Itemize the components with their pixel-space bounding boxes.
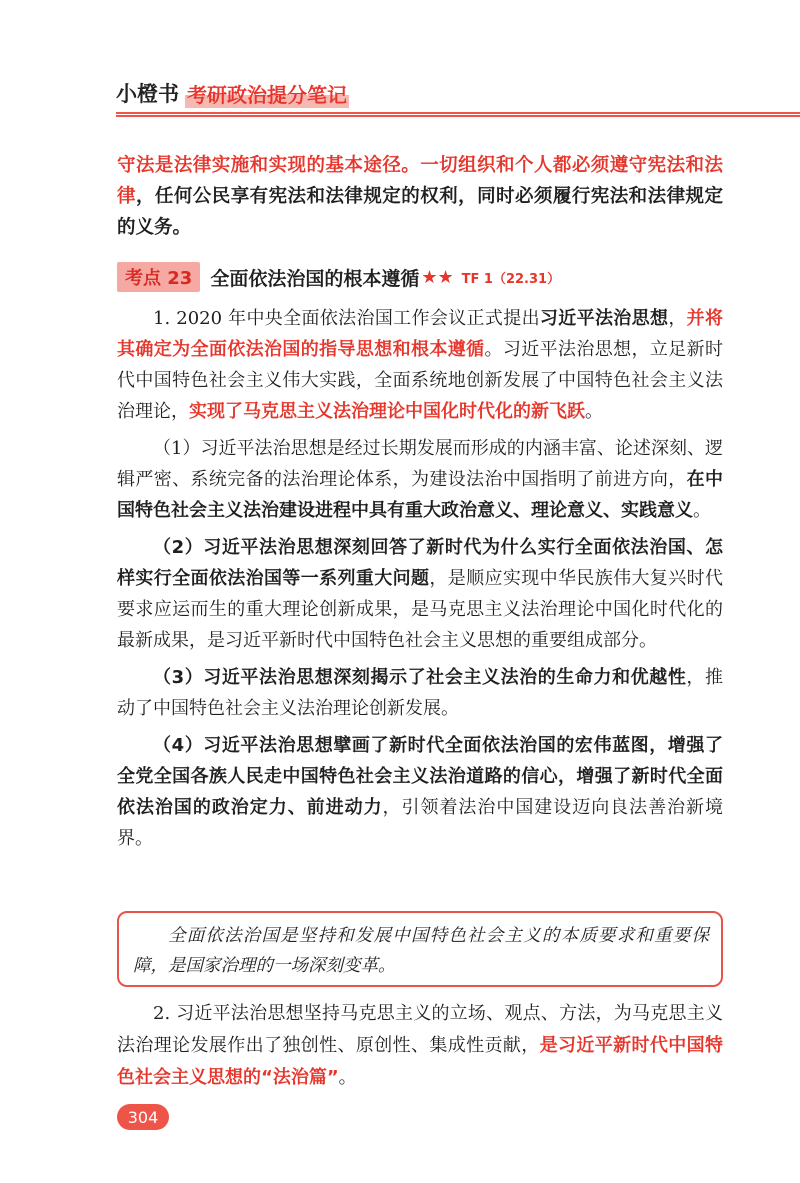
importance-stars-icon: ★★	[421, 266, 454, 288]
paragraph-1	[117, 303, 723, 427]
p5-text-b: ，引领着法治中国建设迈向良法善治新境界。	[117, 797, 723, 849]
p1-highlight-1: 并将其确定为全面依法治国的指导思想和根本遵循	[117, 308, 723, 360]
intro-paragraph	[117, 150, 723, 243]
note-box: 全面依法治国是坚持和发展中国特色社会主义的本质要求和重要保障，是国家治理的一场深刻变革。	[117, 911, 723, 987]
p1-highlight-2: 实现了马克思主义法治理论中国化时代化的新飞跃	[189, 401, 585, 422]
p1-text-c: ，	[668, 308, 687, 329]
p1-text-e: 。习近平法治思想，立足新时代中国特色社会主义伟大实践，全面系统地创新发展了中国特色社会主义法治理论，	[117, 339, 723, 422]
paragraph-6	[117, 998, 723, 1094]
p6-text-c: 。	[338, 1067, 357, 1088]
p2-text-a: （1）习近平法治思想是经过长期发展而形成的内涵丰富、论述深刻、逻辑严密、系统完备的法治理论体系，为建设法治中国指明了前进方向，	[117, 438, 723, 490]
page-number: 304	[117, 1104, 169, 1130]
p5-bold: （4）习近平法治思想擘画了新时代全面依法治国的宏伟蓝图，增强了全党全国各族人民走中国特色社会主义法治道路的信心，增强了新时代全面依法治国的政治定力、前进动力	[117, 735, 723, 818]
intro-text: ，任何公民享有宪法和法律规定的权利，同时必须履行宪法和法律规定的义务。	[117, 186, 723, 238]
p6-highlight: 是习近平新时代中国特色社会主义思想的“法治篇”	[117, 1035, 723, 1088]
p6-text-a: 2. 习近平法治思想坚持马克思主义的立场、观点、方法，为马克思主义法治理论发展作出了独创性、原创性、集成性贡献，	[117, 1003, 723, 1056]
p1-text-a: 1. 2020 年中央全面依法治国工作会议正式提出	[153, 308, 540, 329]
secondary-content	[117, 998, 723, 1094]
main-content	[117, 303, 723, 860]
p1-bold: 习近平法治思想	[539, 308, 669, 329]
paragraph-4	[117, 662, 723, 724]
header-divider	[116, 112, 800, 117]
p4-text-b: ，推动了中国特色社会主义法治理论创新发展。	[117, 667, 724, 719]
p3-text-b: ，是顺应实现中华民族伟大复兴时代要求应运而生的重大理论创新成果，是马克思主义法治理论中国化时代化的最新成果，是习近平新时代中国特色社会主义思想的重要组成部分。	[117, 568, 723, 651]
topic-frequency: TF 1（22.31）	[461, 271, 561, 287]
p4-bold: （3）习近平法治思想深刻揭示了社会主义法治的生命力和优越性	[153, 667, 687, 688]
paragraph-3	[117, 532, 723, 656]
book-brand: 小橙书	[116, 82, 179, 106]
p1-text-g: 。	[585, 401, 603, 422]
series-title: 考研政治提分笔记	[185, 79, 349, 108]
topic-heading	[117, 262, 560, 292]
paragraph-2	[117, 433, 723, 526]
p2-bold: 在中国特色社会主义法治建设进程中具有重大政治意义、理论意义、实践意义	[117, 469, 723, 521]
p2-text-c: 。	[693, 500, 711, 521]
p3-bold: （2）习近平法治思想深刻回答了新时代为什么实行全面依法治国、怎样实行全面依法治国等一系列重大问题	[117, 537, 723, 589]
topic-title: 全面依法治国的根本遵循	[210, 267, 420, 290]
running-header	[116, 78, 349, 108]
paragraph-5	[117, 730, 723, 854]
intro-highlight: 守法是法律实施和实现的基本途径。一切组织和个人都必须遵守宪法和法律	[117, 155, 723, 207]
topic-badge: 考点 23	[117, 262, 200, 292]
